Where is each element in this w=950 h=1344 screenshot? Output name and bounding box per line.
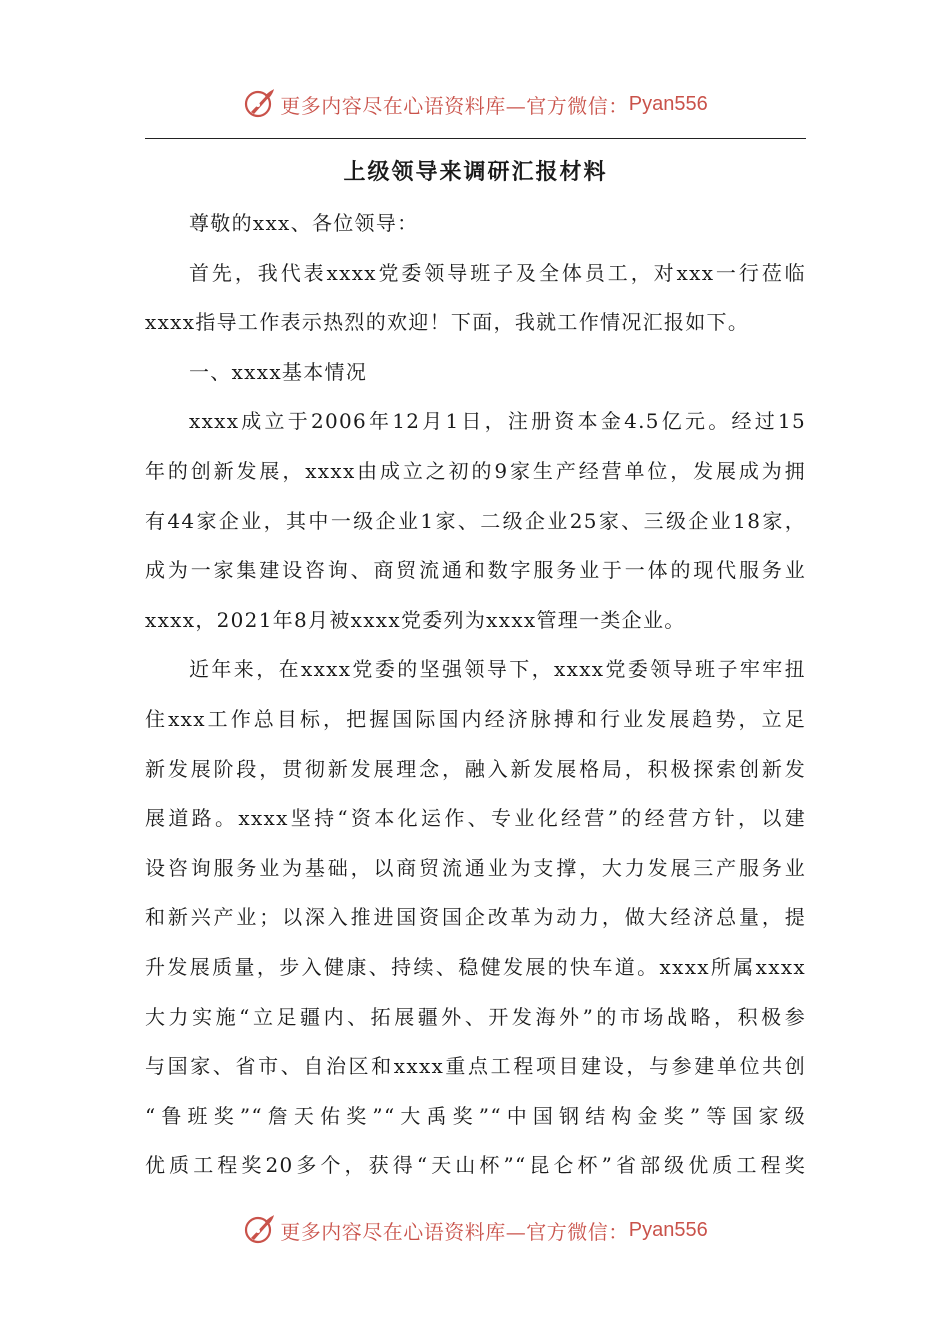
- body-text-line: 有44家企业，其中一级企业1家、二级企业25家、三级企业18家，: [145, 508, 806, 533]
- body-text-line: 与国家、省市、自治区和xxxx重点工程项目建设，与参建单位共创: [145, 1054, 806, 1079]
- body-text-line: 一、xxxx基本情况: [189, 359, 368, 384]
- footer-watermark-banner: [0, 1210, 950, 1250]
- body-text-line: 和新兴产业；以深入推进国资国企改革为动力，做大经济总量，提: [145, 905, 806, 930]
- body-text-line: 首先，我代表xxxx党委领导班子及全体员工，对xxx一行莅临: [189, 260, 806, 285]
- body-text-line: 设咨询服务业为基础，以商贸流通业为支撑，大力发展三产服务业: [145, 855, 806, 880]
- body-text-line: 尊敬的xxx、各位领导：: [189, 211, 419, 235]
- quill-logo-icon: [242, 87, 276, 121]
- body-text-line: 展道路。xxxx坚持“资本化运作、专业化经营”的经营方针，以建: [145, 806, 806, 831]
- header-divider: [145, 138, 806, 139]
- watermark-text: 更多内容尽在心语资料库—官方微信：: [280, 93, 629, 118]
- quill-logo-icon: [242, 1213, 276, 1247]
- header-watermark-banner: [0, 84, 950, 124]
- body-text-line: 新发展阶段，贯彻新发展理念，融入新发展格局，积极探索创新发: [145, 756, 806, 781]
- watermark-text: 更多内容尽在心语资料库—官方微信：: [280, 1219, 629, 1244]
- body-text-line: 住xxx工作总目标，把握国际国内经济脉搏和行业发展趋势，立足: [145, 706, 806, 731]
- body-text-line: 年的创新发展，xxxx由成立之初的9家生产经营单位，发展成为拥: [145, 458, 806, 483]
- body-text-line: xxxx成立于2006年12月1日，注册资本金4.5亿元。经过15: [189, 409, 806, 434]
- body-text-line: 升发展质量，步入健康、持续、稳健发展的快车道。xxxx所属xxxx: [145, 954, 806, 979]
- body-text-line: 优质工程奖20多个，获得“天山杯”“昆仑杯”省部级优质工程奖: [145, 1153, 806, 1178]
- body-text-line: 成为一家集建设咨询、商贸流通和数字服务业于一体的现代服务业: [145, 558, 806, 583]
- wechat-id: Pyan556: [628, 1218, 708, 1241]
- wechat-id: Pyan556: [628, 92, 708, 115]
- body-text-line: xxxx，2021年8月被xxxx党委列为xxxx管理一类企业。: [145, 607, 686, 632]
- body-text-line: xxxx指导工作表示热烈的欢迎！下面，我就工作情况汇报如下。: [145, 310, 750, 335]
- body-text-line: “鲁班奖”“詹天佑奖”“大禹奖”“中国钢结构金奖”等国家级: [145, 1103, 806, 1128]
- body-text-line: 大力实施“立足疆内、拓展疆外、开发海外”的市场战略，积极参: [145, 1004, 806, 1029]
- document-body: [145, 203, 806, 1195]
- body-text-line: 近年来，在xxxx党委的坚强领导下，xxxx党委领导班子牢牢扭: [189, 657, 806, 682]
- document-title: 上级领导来调研汇报材料: [343, 159, 608, 185]
